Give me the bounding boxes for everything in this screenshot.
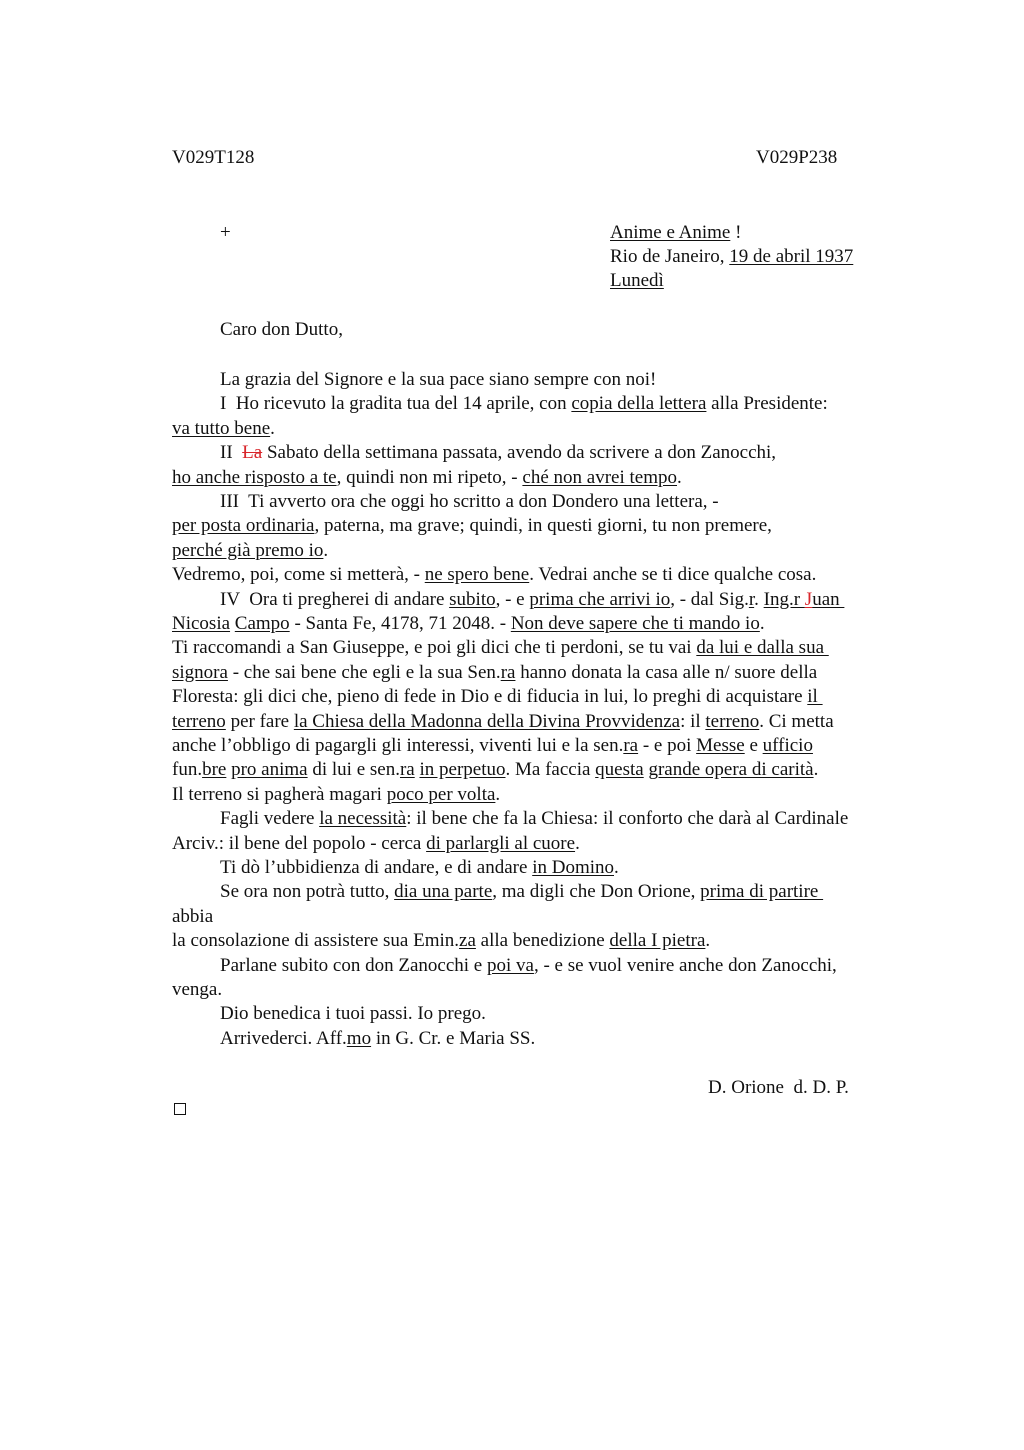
text-run: - che sai bene che egli e la sua Sen. <box>227 661 501 683</box>
underlined-text: la Chiesa della Madonna della Divina Provvidenza <box>293 710 681 732</box>
motto-text: Anime e Anime <box>610 222 731 243</box>
letter-line <box>172 978 222 1002</box>
text-run: , - dal Sig. <box>670 588 749 610</box>
underlined-text: ufficio <box>762 735 813 756</box>
checkbox-square-icon <box>174 1103 186 1115</box>
underlined-text: ne spero bene <box>424 564 530 586</box>
letter-line <box>172 685 823 709</box>
motto <box>610 222 741 244</box>
letter-line <box>220 441 776 465</box>
letter-line <box>172 612 765 636</box>
underlined-text: dia una parte <box>394 881 493 903</box>
text-run: . <box>705 930 711 952</box>
text-run: . <box>759 613 765 634</box>
underlined-text: prima che arrivi io <box>529 588 671 610</box>
underlined-text: za <box>459 930 476 952</box>
text-run: Fagli vedere <box>220 808 320 830</box>
text-run: Il terreno si pagherà magari <box>172 783 387 805</box>
underlined-text: Messe <box>696 735 745 756</box>
text-run: . <box>813 759 819 781</box>
letter-line <box>220 1002 486 1026</box>
underlined-text: la necessità <box>319 808 407 830</box>
letter-line <box>220 954 837 978</box>
letter-line <box>172 832 580 856</box>
text-run: . <box>495 783 501 805</box>
letter-line <box>220 368 656 392</box>
underlined-text: subito <box>449 588 496 610</box>
text-run: , - e <box>495 588 530 610</box>
letter-line <box>172 661 817 685</box>
text-run: II <box>220 442 243 464</box>
letter-line <box>172 710 834 734</box>
letter-line <box>172 539 328 563</box>
underlined-text: bre <box>202 759 227 781</box>
underlined-text: di parlargli al cuore <box>426 832 576 854</box>
underlined-text: poi va <box>486 954 534 976</box>
letter-line <box>172 758 818 782</box>
text-run: e <box>744 735 763 756</box>
motto-exclamation: ! <box>730 222 742 243</box>
text-run: la consolazione di assistere sua Emin. <box>172 930 460 952</box>
text-run: La grazia del Signore e la sua pace siano sempre con noi! <box>220 369 657 390</box>
text-run: . Ma faccia <box>505 759 596 781</box>
text-run: venga. <box>172 979 223 1000</box>
letter-line <box>220 856 619 880</box>
cross-mark: + <box>220 222 231 243</box>
underlined-text: prima di partire <box>700 881 824 903</box>
text-run: Dio benedica i tuoi passi. Io prego. <box>220 1003 486 1025</box>
text-run: anche l’obbligo di pagargli gli interessi, viventi lui e la sen. <box>172 735 624 756</box>
letter-line <box>220 490 719 514</box>
place-date <box>610 246 853 268</box>
text-run: Arrivederci. Aff. <box>220 1027 347 1049</box>
text-run: . <box>575 832 580 854</box>
underlined-text: della I pietra <box>609 930 706 952</box>
letter-line <box>172 905 213 929</box>
text-run: III Ti avverto ora che oggi ho scritto a don Dondero una lettera, - <box>220 491 719 512</box>
salutation: Caro don Dutto, <box>220 319 343 340</box>
signature: D. Orione d. D. P. <box>708 1077 849 1098</box>
underlined-text: Ing.r <box>763 588 805 610</box>
underlined-text: per posta ordinaria <box>172 515 315 537</box>
underlined-text: ho anche risposto a te <box>172 466 337 488</box>
underlined-text: ra <box>623 735 639 756</box>
underlined-text: mo <box>346 1027 372 1049</box>
text-run: IV Ora ti pregherei di andare <box>220 588 450 610</box>
text-run: hanno donata la casa alle n/ suore della <box>515 661 818 683</box>
text-run: fun. <box>172 759 203 781</box>
date: 19 de abril 1937 <box>729 246 854 267</box>
letter-line <box>172 783 500 807</box>
text-run: in G. Cr. e Maria SS. <box>371 1027 536 1049</box>
document-code-left: V029T128 <box>172 147 255 168</box>
underlined-text: Nicosia <box>172 613 231 634</box>
letter-line <box>220 807 848 831</box>
underlined-text: perché già premo io <box>172 539 324 561</box>
text-run: , - e se vuol venire anche don Zanocchi, <box>533 954 837 976</box>
text-run: . <box>270 417 275 439</box>
underlined-text: ra <box>500 661 516 683</box>
weekday: Lunedì <box>610 270 664 291</box>
underlined-text: copia della lettera <box>571 393 707 415</box>
underlined-text: signora <box>172 661 228 683</box>
underlined-text: terreno <box>705 710 760 732</box>
text-run: Se ora non potrà tutto, <box>220 881 395 903</box>
underlined-text: va tutto bene <box>172 417 271 439</box>
letter-line <box>172 734 813 758</box>
place: Rio de Janeiro, <box>610 246 730 267</box>
underlined-text: grande opera di carità <box>648 759 814 781</box>
text-run: - e poi <box>638 735 697 756</box>
underlined-text: in perpetuo <box>419 759 506 781</box>
text-run: I Ho ricevuto la gradita tua del 14 aprile, con <box>220 393 572 415</box>
letter-line <box>172 466 682 490</box>
letter-line <box>220 392 828 416</box>
letter-line <box>172 563 816 587</box>
letter-line <box>220 880 823 904</box>
text-run: alla benedizione <box>475 930 610 952</box>
text-run: Ti dò l’ubbidienza di andare, e di andare <box>220 857 533 878</box>
letter-line <box>172 417 275 441</box>
underlined-text: r <box>748 588 755 610</box>
text-run: Parlane subito con don Zanocchi e <box>220 954 487 976</box>
text-run: di lui e sen. <box>307 759 400 781</box>
text-run: . Ci metta <box>759 710 834 732</box>
letter-line <box>172 929 710 953</box>
text-run: Floresta: gli dici che, pieno di fede in Dio e di fiducia in lui, lo preghi di acquistare <box>172 686 808 708</box>
underlined-text: pro anima <box>231 759 308 781</box>
text-run: Vedremo, poi, come si metterà, - <box>172 564 425 586</box>
underlined-text: uan <box>812 588 845 610</box>
text-run: . Vedrai anche se ti dice qualche cosa. <box>529 564 817 586</box>
underlined-text: ché non avrei tempo <box>522 466 677 488</box>
text-run: : il bene che fa la Chiesa: il conforto che darà al Cardinale <box>406 808 849 830</box>
letter-line <box>172 636 829 660</box>
text-run: abbia <box>172 905 214 927</box>
underlined-text: ra <box>399 759 415 781</box>
underlined-text: Campo <box>234 613 290 634</box>
text-run: Ti raccomandi a San Giuseppe, e poi gli dici che ti perdoni, se tu vai <box>172 637 697 659</box>
letter-line <box>220 588 844 612</box>
deleted-text: La <box>242 442 263 464</box>
underlined-text: il <box>807 686 823 708</box>
text-run: . <box>323 539 329 561</box>
text-run: . <box>754 588 764 610</box>
text-run: : il <box>680 710 706 732</box>
underlined-text: da lui e dalla sua <box>696 637 829 659</box>
text-run: . <box>614 857 619 878</box>
text-run: , paterna, ma grave; quindi, in questi giorni, tu non premere, <box>314 515 772 537</box>
document-code-right: V029P238 <box>756 147 838 168</box>
underlined-text: terreno <box>172 710 226 732</box>
text-run: alla Presidente: <box>706 393 828 415</box>
text-run: , quindi non mi ripeto, - <box>336 466 523 488</box>
text-run: , ma digli che Don Orione, <box>492 881 701 903</box>
letter-line <box>220 1027 535 1051</box>
corrected-letter: J <box>804 588 813 610</box>
text-run: Arciv.: il bene del popolo - cerca <box>172 832 427 854</box>
text-run: . <box>676 466 682 488</box>
text-run: - Santa Fe, 4178, 71 2048. - <box>289 613 511 634</box>
underlined-text: questa <box>595 759 644 781</box>
text-run: per fare <box>225 710 294 732</box>
letter-line <box>172 514 772 538</box>
underlined-text: Non deve sapere che ti mando io <box>510 613 760 634</box>
underlined-text: poco per volta <box>386 783 496 805</box>
text-run: Sabato della settimana passata, avendo da scrivere a don Zanocchi, <box>262 442 777 464</box>
underlined-text: in Domino <box>532 857 614 878</box>
